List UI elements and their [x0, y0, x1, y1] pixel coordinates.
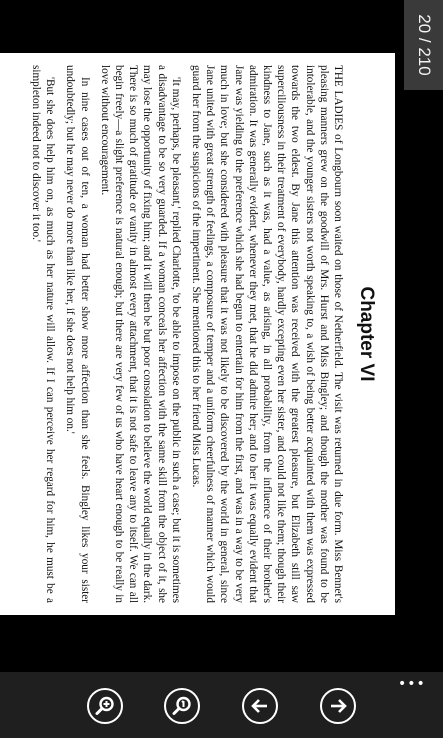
- page-counter: [404, 0, 443, 90]
- arrow-right-icon: [322, 690, 354, 722]
- next-page-button[interactable]: [320, 688, 356, 724]
- paragraph-1: THE LADIES of Longbourn soon waited on those of Netherfield. The visit was returned in due form. Miss Bennet's pleasing manners grew on the goodwill of Mrs. Hurst and Miss Bingley; and though the mother was found to be intolerable, and the younger sisters not worth speaking to, a wish of being better acquainted with them was expressed towards the two eldest. By Jane this attention was received with the greatest pleasure, but Elizabeth still saw superciliousness in their treatment of everybody, hardly excepting even her sister, and could not like them; though their kindness to Jane, such as it was, had a value, as arising, in all probability, from the influence of their brother's admiration. It was generally evident, whenever they met, that he did admire her; and to her it was equally evident that Jane was yielding to the preference which she had begun to entertain for him from the first, and was in a way to be very much in love; but she considered with pleasure that it was not likely to be discovered by the world in general, since Jane united with great strength of feelings, a composure of temper and a uniform cheerfulness of manner which would guard her from the suspicions of the impertinent. She mentioned this to her friend Miss Lucas.: [189, 65, 344, 603]
- zoom-in-button[interactable]: [87, 688, 123, 724]
- paragraph-4: 'But she does help him on, as much as her nature will allow. If I can perceive her regard for him, he must be a simpleton indeed not to discover it too.': [29, 65, 57, 603]
- previous-page-button[interactable]: [242, 688, 278, 724]
- zoom-reset-button[interactable]: [164, 688, 200, 724]
- book-page[interactable]: [0, 53, 395, 615]
- page-content: [23, 65, 383, 603]
- app-bar: [0, 672, 443, 738]
- more-options-button[interactable]: •••: [398, 676, 426, 692]
- chapter-title: Chapter VI: [356, 286, 377, 382]
- zoom-in-icon: [89, 690, 121, 722]
- paragraph-3: In nine cases out of ten, a woman had better show more affection than she feels. Bingley likes your sister undoubtedly; but he may never do more than like her, if she does not help him on.': [64, 65, 91, 603]
- page-counter-text: 20 / 210: [414, 14, 434, 76]
- paragraph-2: 'It may, perhaps, be pleasant,' replied Charlotte, 'to be able to impose on the public in such a case; but it is sometimes a disadvantage to be so very guarded. If a woman conceals her affection with the same skill from the object of it, she may lose the opportunity of fixing him; and it will then be but poor consolation to believe the world equally in the dark. There is so much of gratitude or vanity in almost every attachment, that it is not safe to leave any to itself. We can all begin freely—a slight preference is natural enough; but there are very few of us who have heart enough to be really in love without encouragement.: [98, 65, 182, 603]
- zoom-reset-icon: [166, 690, 198, 722]
- arrow-left-icon: [244, 690, 276, 722]
- book-page-rotated: [0, 53, 395, 615]
